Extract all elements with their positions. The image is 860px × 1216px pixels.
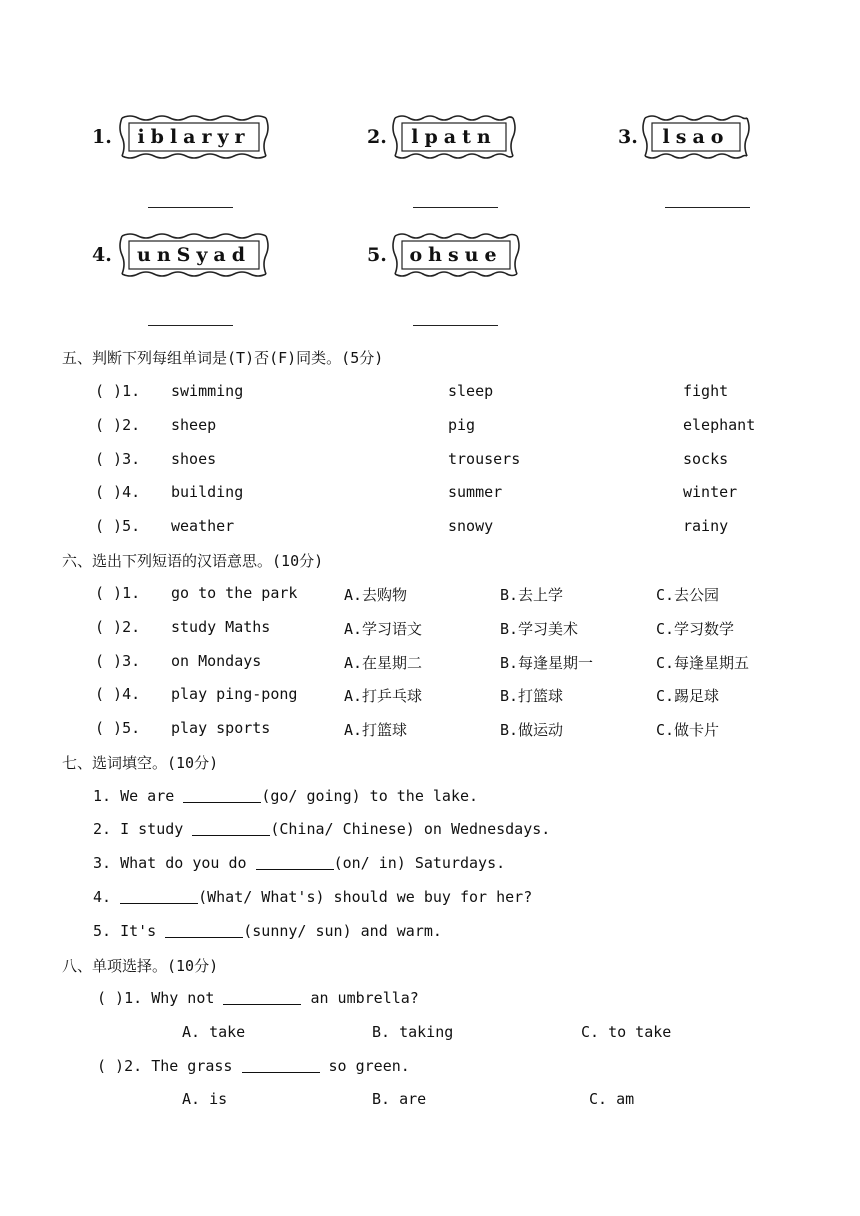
item-number: 4. (93, 888, 112, 906)
scramble-number-5: 5. (367, 244, 387, 266)
option-b: B.做运动 (500, 721, 564, 739)
scramble-letters-1: iblaryr (137, 126, 251, 148)
option-b: B.打篮球 (500, 687, 564, 705)
answer-blank (120, 889, 198, 904)
section-5-title: 五、判断下列每组单词是(T)否(F)同类。(5分) (62, 349, 384, 367)
option-a: A.打篮球 (344, 721, 408, 739)
option-a: A. take (182, 1023, 246, 1041)
answer-blank (256, 855, 334, 870)
scramble-number-1: 1. (92, 126, 112, 148)
item-number: 3. (93, 854, 112, 872)
answer-paren: ( )2. (95, 618, 141, 636)
answer-blank (242, 1058, 320, 1073)
option-c: C.去公园 (656, 586, 720, 604)
word-2: snowy (448, 517, 494, 535)
answer-paren: ( )1. (97, 989, 143, 1007)
scramble-number-3: 3. (618, 126, 638, 148)
sentence-start: It's (120, 922, 157, 940)
word-1: weather (171, 517, 235, 535)
option-b: B. taking (372, 1023, 454, 1041)
answer-paren: ( )3. (95, 652, 141, 670)
scramble-letters-4: unSyad (137, 244, 251, 266)
answer-paren: ( )2. (95, 416, 141, 434)
phrase: go to the park (171, 584, 298, 602)
option-b: B. are (372, 1090, 427, 1108)
scramble-frame-5 (391, 232, 521, 278)
scramble-number-4: 4. (92, 244, 112, 266)
item-number: 1. (93, 787, 112, 805)
answer-blank (165, 923, 243, 938)
sentence-end: (go/ going) to the lake. (261, 787, 479, 805)
option-b: B.去上学 (500, 586, 564, 604)
scramble-frame-1 (118, 114, 270, 160)
option-c: C. to take (581, 1023, 672, 1041)
phrase: play ping-pong (171, 685, 298, 703)
option-a: A.在星期二 (344, 654, 423, 672)
option-b: B.每逢星期一 (500, 654, 594, 672)
sentence-end: (China/ Chinese) on Wednesdays. (270, 820, 551, 838)
answer-blank (192, 821, 270, 836)
word-2: summer (448, 483, 503, 501)
scramble-frame-2 (391, 114, 517, 160)
word-3: fight (683, 382, 729, 400)
sentence-start: What do you do (120, 854, 247, 872)
answer-paren: ( )4. (95, 685, 141, 703)
answer-paren: ( )1. (95, 584, 141, 602)
word-1: building (171, 483, 244, 501)
question-stem (97, 1057, 410, 1075)
option-a: A.去购物 (344, 586, 408, 604)
scramble-number-2: 2. (367, 126, 387, 148)
sentence-start: I study (120, 820, 184, 838)
answer-blank (183, 788, 261, 803)
question-stem (97, 989, 419, 1007)
phrase: on Mondays (171, 652, 262, 670)
word-3: winter (683, 483, 738, 501)
answer-line-2 (413, 207, 498, 208)
answer-line-5 (413, 325, 498, 326)
word-1: shoes (171, 450, 217, 468)
scramble-frame-4 (118, 232, 270, 278)
answer-line-4 (148, 325, 233, 326)
fill-in-sentence (93, 787, 478, 805)
section-6-title: 六、选出下列短语的汉语意思。(10分) (62, 552, 324, 570)
option-c: C. am (589, 1090, 635, 1108)
item-number: 5. (93, 922, 112, 940)
fill-in-sentence (93, 854, 505, 872)
scramble-letters-3: lsao (662, 126, 730, 148)
answer-paren: ( )5. (95, 719, 141, 737)
option-a: A. is (182, 1090, 228, 1108)
section-8-title: 八、单项选择。(10分) (62, 957, 219, 975)
sentence-end: (on/ in) Saturdays. (333, 854, 506, 872)
word-1: swimming (171, 382, 244, 400)
word-3: socks (683, 450, 729, 468)
answer-paren: ( )3. (95, 450, 141, 468)
phrase: play sports (171, 719, 271, 737)
stem-end: so green. (328, 1057, 410, 1075)
option-a: A.学习语文 (344, 620, 423, 638)
answer-line-1 (148, 207, 233, 208)
stem-end: an umbrella? (310, 989, 419, 1007)
word-3: rainy (683, 517, 729, 535)
sentence-start: We are (120, 787, 175, 805)
fill-in-sentence (93, 922, 442, 940)
answer-paren: ( )4. (95, 483, 141, 501)
answer-paren: ( )5. (95, 517, 141, 535)
item-number: 2. (93, 820, 112, 838)
section-7-title: 七、选词填空。(10分) (62, 754, 219, 772)
word-2: trousers (448, 450, 521, 468)
phrase: study Maths (171, 618, 271, 636)
sentence-end: (sunny/ sun) and warm. (243, 922, 442, 940)
fill-in-sentence (93, 820, 550, 838)
answer-paren: ( )1. (95, 382, 141, 400)
stem-start: Why not (151, 989, 215, 1007)
option-b: B.学习美术 (500, 620, 579, 638)
answer-blank (223, 990, 301, 1005)
option-c: C.踢足球 (656, 687, 720, 705)
option-c: C.学习数学 (656, 620, 735, 638)
fill-in-sentence (93, 888, 532, 906)
option-c: C.每逢星期五 (656, 654, 750, 672)
scramble-frame-3 (641, 114, 751, 160)
option-a: A.打乒乓球 (344, 687, 423, 705)
word-2: pig (448, 416, 476, 434)
word-2: sleep (448, 382, 494, 400)
answer-line-3 (665, 207, 750, 208)
word-1: sheep (171, 416, 217, 434)
scramble-letters-2: lpatn (411, 126, 497, 148)
scramble-letters-5: ohsue (409, 244, 503, 266)
word-3: elephant (683, 416, 756, 434)
option-c: C.做卡片 (656, 721, 720, 739)
stem-start: The grass (151, 1057, 233, 1075)
answer-paren: ( )2. (97, 1057, 143, 1075)
sentence-end: (What/ What's) should we buy for her? (198, 888, 533, 906)
